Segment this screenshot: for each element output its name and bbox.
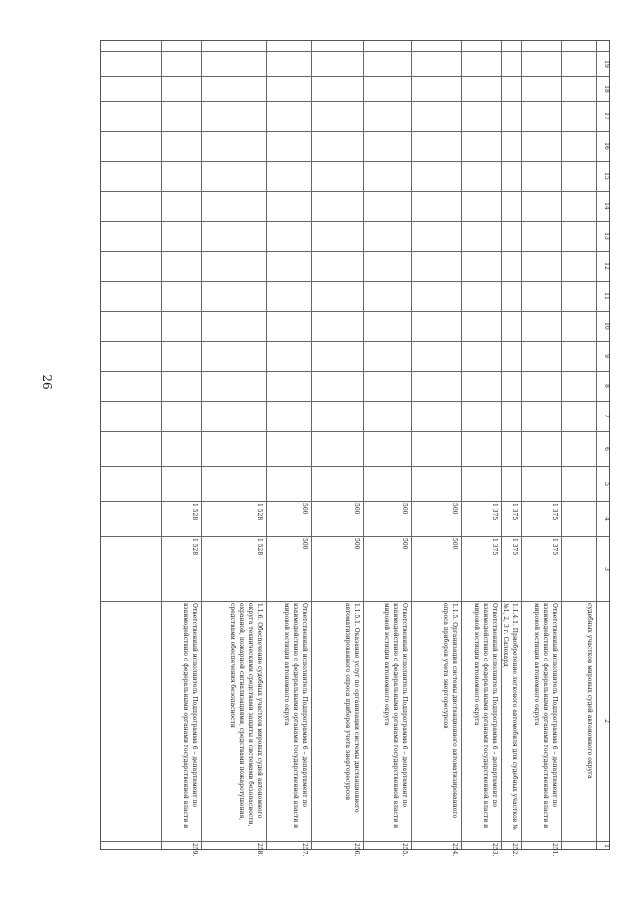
column-header-16: 16 xyxy=(603,142,610,150)
column-header-15: 15 xyxy=(603,172,610,180)
column-header-6: 6 xyxy=(603,446,610,451)
column-divider xyxy=(101,341,609,342)
column-header-8: 8 xyxy=(603,384,610,388)
row-value-col3: 1 375 xyxy=(511,538,518,556)
column-divider xyxy=(101,371,609,372)
column-header-11: 11 xyxy=(603,292,610,300)
column-divider xyxy=(101,501,609,502)
row-value-col3: 1 375 xyxy=(491,538,498,556)
row-value-col4: 1 528 xyxy=(191,503,198,521)
row-name: Ответственный исполнитель Подпрограмма 6 – департамент по взаимодействию с федеральными органами государственной власти и мировой юстиции автономного округа xyxy=(283,603,308,831)
column-header-13: 13 xyxy=(603,232,610,240)
row-number xyxy=(562,843,594,849)
column-divider xyxy=(101,841,609,842)
column-divider xyxy=(101,311,609,312)
row-value-col3: 1 528 xyxy=(256,538,263,556)
row-number: 259. xyxy=(191,843,198,857)
column-divider xyxy=(101,466,609,467)
row-value-col3: 500 xyxy=(301,538,308,550)
column-divider xyxy=(101,431,609,432)
row-value-col4: 500 xyxy=(301,503,308,515)
row-name: Ответственный исполнитель Подпрограмма 6 – департамент по взаимодействию с федеральными органами государственной власти и мировой юстиции автономного округа xyxy=(533,603,558,831)
column-header-10: 10 xyxy=(603,322,610,330)
row-name: судебных участков мировых судей автономного округа xyxy=(586,603,593,779)
column-header-14: 14 xyxy=(603,202,610,210)
row-number: 253. xyxy=(491,843,498,857)
row-name: 1.1.4.1. Приобретение легкового автомобиля для судебных участков №№1, 2, 3 г. Салехард xyxy=(502,603,518,830)
column-header-17: 17 xyxy=(603,112,610,120)
row-number: 252. xyxy=(511,843,518,857)
row-number: 257. xyxy=(301,843,308,857)
row-name: 1.1.5. Организация системы дистанционного автоматизированного опроса приборов учета энергоресурсов xyxy=(442,603,458,821)
column-header-5: 5 xyxy=(603,481,610,486)
row-name: Ответственный исполнитель Подпрограмма 6 – департамент по взаимодействию с федеральными органами государственной власти и xyxy=(182,603,198,829)
column-header-7: 7 xyxy=(603,414,610,418)
row-value-col4: 500 xyxy=(401,503,408,515)
column-divider xyxy=(101,161,609,162)
column-header-12: 12 xyxy=(603,262,610,270)
row-value-col4: 1 528 xyxy=(256,503,263,521)
budget-table xyxy=(100,40,610,857)
row-name: Ответственный исполнитель Подпрограмма 6 – департамент по взаимодействию с федеральными органами государственной власти и мировой юстиции автономного округа xyxy=(473,603,498,831)
column-header-1: 1 xyxy=(603,844,610,848)
column-divider xyxy=(101,101,609,102)
row-value-col4: 500 xyxy=(353,503,360,515)
column-divider xyxy=(101,401,609,402)
row-name: 1.1.5.1. Оказание услуг по организации системы дистанционного автоматизированного опроса приборов учета энергоресурсов xyxy=(344,603,360,815)
column-divider xyxy=(101,191,609,192)
row-value-col3: 1 375 xyxy=(551,538,558,556)
column-header-9: 9 xyxy=(603,354,610,358)
column-divider xyxy=(101,281,609,282)
row-value-col4: 1 375 xyxy=(491,503,498,521)
row-name: 1.1.6. Обеспечение судебных участков мировых судей автономного округа техническими средствами защиты и системами безопасности, охранной, пожарной сигнализациями, средствами пожаротушения, средствами обеспечения безопасности xyxy=(229,603,263,829)
row-number: 258. xyxy=(256,843,263,857)
column-divider xyxy=(101,51,609,52)
row-value-col4: 1 375 xyxy=(551,503,558,521)
column-divider xyxy=(101,601,609,602)
row-number: 256. xyxy=(353,843,360,857)
row-value-col4 xyxy=(562,503,594,534)
column-header-18: 18 xyxy=(603,84,610,93)
row-value-col3: 500 xyxy=(401,538,408,550)
row-name: Ответственный исполнитель Подпрограмма 6 – департамент по взаимодействию с федеральными органами государственной власти и мировой юстиции автономного округа xyxy=(383,603,408,831)
column-divider xyxy=(101,221,609,222)
row-divider xyxy=(596,41,597,849)
row-number: 254. xyxy=(451,843,458,857)
row-value-col3: 500 xyxy=(353,538,360,550)
column-header-4: 4 xyxy=(603,516,610,521)
column-header-3: 3 xyxy=(603,566,610,571)
column-divider xyxy=(101,251,609,252)
row-value-col4: 500 xyxy=(451,503,458,515)
page-number: 26 xyxy=(40,374,54,390)
row-value-col3: 1 528 xyxy=(191,538,198,556)
column-divider xyxy=(101,76,609,77)
column-divider xyxy=(101,131,609,132)
row-value-col3: 500 xyxy=(451,538,458,550)
row-number: 251. xyxy=(551,843,558,857)
row-value-col4: 1 375 xyxy=(511,503,518,521)
column-divider xyxy=(101,536,609,537)
row-number: 255. xyxy=(401,843,408,857)
row-value-col3 xyxy=(562,538,594,599)
column-header-2: 2 xyxy=(603,719,610,723)
column-header-19: 19 xyxy=(603,59,610,68)
